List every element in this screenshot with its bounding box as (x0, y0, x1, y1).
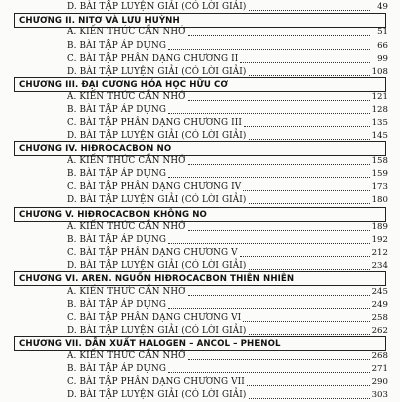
toc-entry-label: D. BÀI TẬP LUYỆN GIẢI (CÓ LỜI GIẢI) (67, 2, 247, 12)
page-number: 245 (371, 287, 388, 297)
toc-entry[interactable] (67, 116, 388, 130)
toc-entry-label: C. BÀI TẬP PHÂN DẠNG CHƯƠNG IV (67, 182, 242, 192)
toc-entry-label: B. BÀI TẬP ÁP DỤNG (67, 169, 167, 179)
page-number: 189 (371, 222, 388, 232)
toc-entry-label: C. BÀI TẬP PHÂN DẠNG CHƯƠNG V (67, 248, 238, 258)
page-number: 212 (371, 248, 388, 258)
page-number: 271 (371, 364, 388, 374)
toc-entry-label: C. BÀI TẬP PHÂN DẠNG CHƯƠNG VI (67, 313, 242, 323)
chapter-heading: CHƯƠNG VI. AREN. NGUỒN HIĐROCACBON THIÊN NHIÊN (14, 271, 386, 286)
dot-leader (249, 194, 370, 204)
dot-leader (249, 66, 370, 76)
page-number: 128 (371, 105, 388, 115)
page-number: 192 (371, 235, 388, 245)
page-number: 99 (377, 54, 388, 64)
page-number: 145 (371, 131, 388, 141)
page-number: 234 (371, 261, 388, 271)
dot-leader (188, 91, 370, 101)
dot-leader (243, 181, 369, 191)
toc-entry-label: D. BÀI TẬP LUYỆN GIẢI (CÓ LỜI GIẢI) (67, 67, 247, 77)
toc-entry-label: A. KIẾN THỨC CẦN NHỚ (67, 156, 186, 166)
chapter-heading: CHƯƠNG III. ĐẠI CƯƠNG HÓA HỌC HỮU CƠ (14, 77, 386, 92)
page-number: 262 (371, 326, 388, 336)
toc-entry-label: C. BÀI TẬP PHÂN DẠNG CHƯƠNG III (67, 118, 243, 128)
dot-leader (249, 389, 370, 399)
dot-leader (243, 312, 369, 322)
dot-leader (168, 40, 370, 50)
toc-entry[interactable] (67, 25, 388, 39)
page-number: 173 (371, 182, 388, 192)
page-number: 180 (371, 195, 388, 205)
toc-entry[interactable] (67, 180, 388, 194)
dot-leader (188, 26, 370, 36)
dot-leader (249, 130, 370, 140)
toc-entry-label: B. BÀI TẬP ÁP DỤNG (67, 235, 167, 245)
page-number: 135 (371, 118, 388, 128)
toc-entry-label: D. BÀI TẬP LUYỆN GIẢI (CÓ LỜI GIẢI) (67, 261, 247, 271)
page-number: 258 (371, 313, 388, 323)
toc-entry-label: D. BÀI TẬP LUYỆN GIẢI (CÓ LỜI GIẢI) (67, 390, 247, 400)
dot-leader (168, 363, 370, 373)
toc-entry-label: D. BÀI TẬP LUYỆN GIẢI (CÓ LỜI GIẢI) (67, 131, 247, 141)
toc-entry[interactable] (67, 167, 388, 181)
toc-entry[interactable] (67, 103, 388, 117)
chapter-heading: CHƯƠNG VII. DẪN XUẤT HALOGEN – ANCOL – PHENOL (14, 336, 386, 351)
toc-entry[interactable] (67, 233, 388, 247)
toc-entry-label: A. KIẾN THỨC CẦN NHỚ (67, 287, 186, 297)
toc-entry-label: A. KIẾN THỨC CẦN NHỚ (67, 92, 186, 102)
dot-leader (244, 117, 370, 127)
toc-entry[interactable] (67, 39, 388, 53)
toc-entry[interactable] (67, 193, 388, 207)
page-number: 268 (371, 351, 388, 361)
dot-leader (168, 299, 370, 309)
page-number: 51 (377, 27, 388, 37)
toc-entry[interactable] (67, 349, 388, 363)
toc-entry[interactable] (67, 375, 388, 389)
dot-leader (240, 53, 370, 63)
toc-entry-label: B. BÀI TẬP ÁP DỤNG (67, 364, 167, 374)
dot-leader (240, 247, 370, 257)
dot-leader (188, 350, 370, 360)
page-number: 303 (371, 390, 388, 400)
toc-entry-label: A. KIẾN THỨC CẦN NHỚ (67, 27, 186, 37)
toc-entry[interactable] (67, 298, 388, 312)
toc-entry[interactable] (67, 285, 388, 299)
page-number: 108 (371, 67, 388, 77)
chapter-heading: CHƯƠNG V. HIĐROCACBON KHÔNG NO (14, 207, 386, 222)
toc-entry[interactable] (67, 311, 388, 325)
dot-leader (168, 168, 370, 178)
dot-leader (188, 155, 370, 165)
page-number: 49 (377, 2, 388, 12)
toc-entry[interactable] (67, 90, 388, 104)
dot-leader (188, 286, 370, 296)
dot-leader (247, 376, 370, 386)
page-number: 290 (371, 377, 388, 387)
toc-entry[interactable] (67, 154, 388, 168)
dot-leader (249, 1, 371, 11)
dot-leader (188, 221, 370, 231)
toc-entry-label: B. BÀI TẬP ÁP DỤNG (67, 300, 167, 310)
page-number: 121 (371, 92, 388, 102)
toc-entry-label: B. BÀI TẬP ÁP DỤNG (67, 41, 167, 51)
toc-entry-label: D. BÀI TẬP LUYỆN GIẢI (CÓ LỜI GIẢI) (67, 326, 247, 336)
page-number: 66 (377, 41, 388, 51)
toc-entry-label: A. KIẾN THỨC CẦN NHỚ (67, 351, 186, 361)
chapter-heading: CHƯƠNG II. NITƠ VÀ LƯU HUỲNH (14, 13, 386, 28)
chapter-heading: CHƯƠNG IV. HIĐROCACBON NO (14, 141, 386, 156)
toc-entry-label: A. KIẾN THỨC CẦN NHỚ (67, 222, 186, 232)
toc-entry[interactable] (67, 246, 388, 260)
dot-leader (249, 260, 370, 270)
page-number: 158 (371, 156, 388, 166)
dot-leader (168, 104, 370, 114)
toc-entry-label: C. BÀI TẬP PHÂN DẠNG CHƯƠNG VII (67, 377, 245, 387)
dot-leader (168, 234, 370, 244)
toc-entry-label: C. BÀI TẬP PHÂN DẠNG CHƯƠNG II (67, 54, 239, 64)
toc-entry[interactable] (67, 220, 388, 234)
toc-entry-label: B. BÀI TẬP ÁP DỤNG (67, 105, 167, 115)
dot-leader (249, 325, 370, 335)
toc-entry[interactable] (67, 52, 388, 66)
page-number: 159 (371, 169, 388, 179)
toc-entry-label: D. BÀI TẬP LUYỆN GIẢI (CÓ LỜI GIẢI) (67, 195, 247, 205)
toc-entry[interactable] (67, 362, 388, 376)
toc-entry[interactable] (67, 0, 388, 14)
page-number: 249 (371, 300, 388, 310)
